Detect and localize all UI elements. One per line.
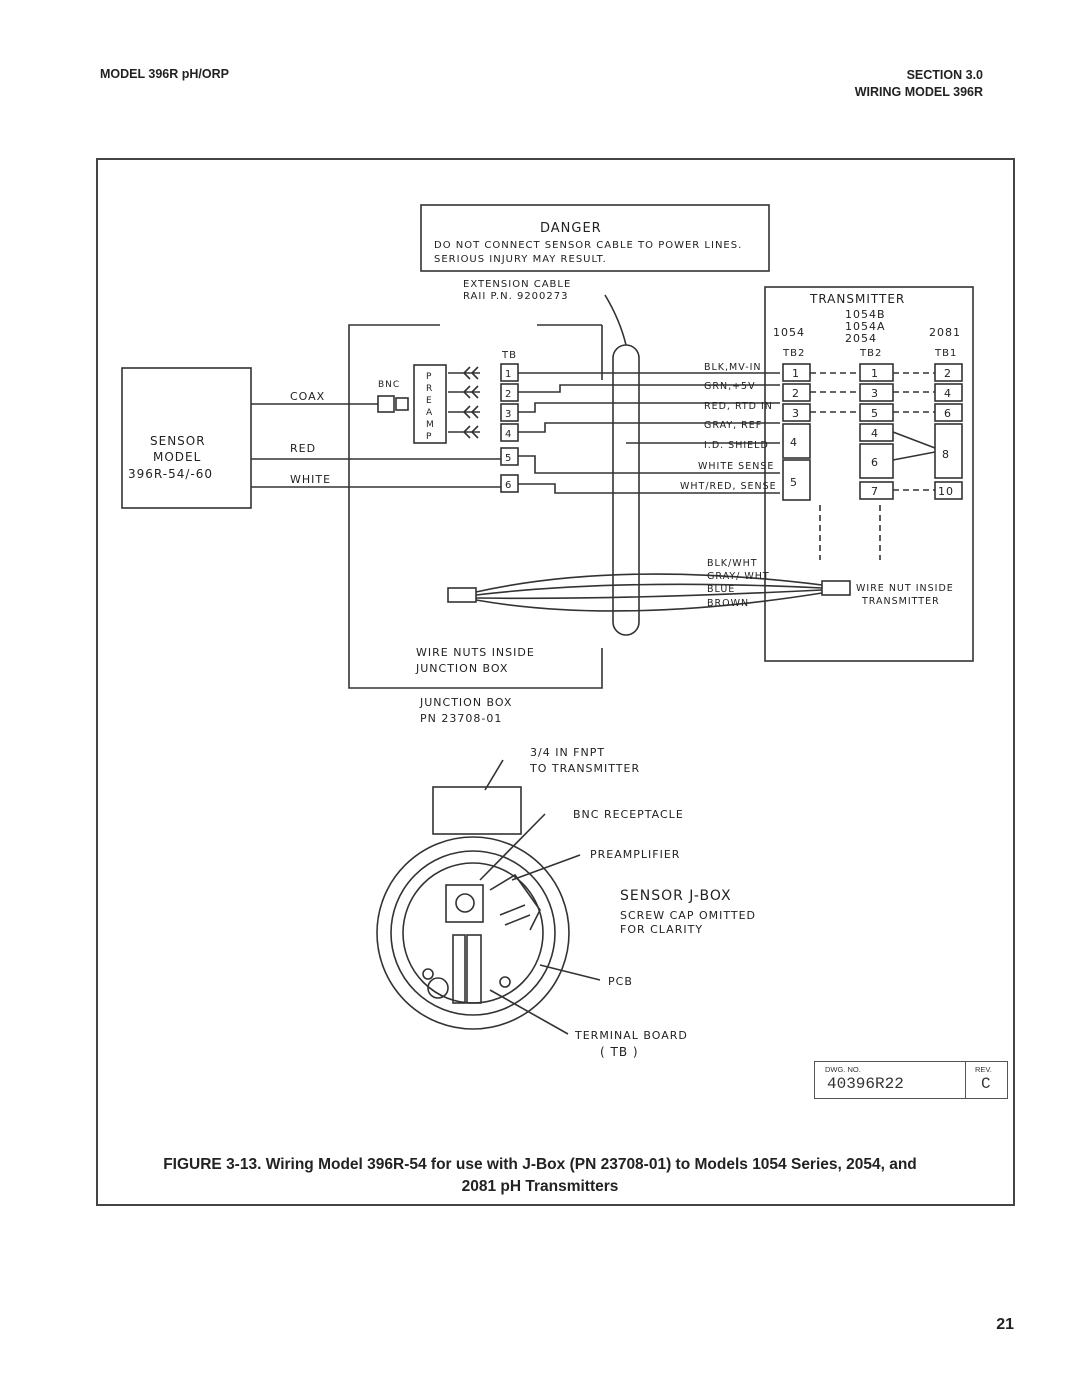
sensor-label-3: 396R-54/-60 (128, 467, 213, 481)
model-2054: 2054 (845, 332, 877, 345)
tb-terminal-number: 6 (505, 480, 513, 491)
extension-cable (613, 345, 639, 635)
terminal-board-label: TERMINAL BOARD (575, 1029, 688, 1042)
tb-label: TB (502, 350, 517, 361)
caption-line-2: 2081 pH Transmitters (461, 1178, 619, 1195)
extension-cable-pn: RAII P.N. 9200273 (463, 291, 569, 302)
transmitter-title: TRANSMITTER (810, 292, 906, 306)
terminal-1054: 4 (790, 436, 798, 449)
bnc-receptacle-label: BNC RECEPTACLE (573, 808, 684, 821)
dwg-no-value: 40396R22 (827, 1075, 904, 1093)
section-number: SECTION 3.0 (906, 68, 983, 82)
wire-nut-transmitter-2: TRANSMITTER (862, 596, 940, 607)
pcb-label: PCB (608, 975, 633, 988)
wire-label: I.D. SHIELD (704, 440, 769, 451)
tb2-1054: TB2 (783, 348, 806, 359)
terminal-2054: 5 (871, 407, 879, 420)
tb-paren-label: ( TB ) (600, 1045, 639, 1059)
section-title: WIRING MODEL 396R (854, 85, 983, 99)
drawing-number-block (814, 1061, 1008, 1099)
wire-label: WHT/RED, SENSE (680, 481, 777, 492)
tb-terminal-numbers (505, 369, 512, 491)
fnpt-boss (433, 787, 521, 834)
dwg-no-label: DWG. NO. (825, 1065, 861, 1074)
preamp-label (426, 372, 435, 442)
model-1054a: 1054A (845, 320, 886, 333)
col-2081: 2081 (929, 326, 961, 339)
junction-box-pn: PN 23708-01 (420, 712, 503, 725)
caption-line-1: FIGURE 3-13. Wiring Model 396R-54 for use with J-Box (PN 23708-01) to Models 1054 Series, 2054, and (163, 1156, 917, 1173)
danger-line-1: DO NOT CONNECT SENSOR CABLE TO POWER LINES. (434, 240, 743, 251)
junction-box-label: JUNCTION BOX (420, 696, 513, 709)
terminal-2054: 1 (871, 367, 879, 380)
spare-wire-label: BROWN (707, 598, 750, 609)
jbox-outer (377, 837, 569, 1029)
preamp-letter: A (426, 408, 434, 418)
spare-wire-label: BLK/WHT (707, 558, 758, 569)
page-number: 21 (996, 1316, 1014, 1333)
wire-label: GRAY, REF (704, 420, 763, 431)
fnpt-label-2: TO TRANSMITTER (530, 762, 641, 775)
tb-terminal-number: 2 (505, 389, 513, 400)
terminal-2081: 6 (944, 407, 952, 420)
bnc-label: BNC (378, 380, 401, 390)
figure-caption (100, 1154, 980, 1198)
preamp-letter: P (426, 432, 433, 442)
terminal-2054: 7 (871, 485, 879, 498)
terminal-2081: 4 (944, 387, 952, 400)
terminal-1054: 5 (790, 476, 798, 489)
tb2-2054: TB2 (860, 348, 883, 359)
terminal-1054: 2 (792, 387, 800, 400)
fnpt-label-1: 3/4 IN FNPT (530, 746, 606, 759)
wire-nuts-jbox-2: JUNCTION BOX (416, 662, 509, 675)
preamplifier-label: PREAMPLIFIER (590, 848, 681, 861)
tb-terminal-number: 1 (505, 369, 513, 380)
extension-cable-label: EXTENSION CABLE (463, 279, 572, 290)
screw-cap-label-1: SCREW CAP OMITTED (620, 909, 757, 922)
wire-nuts-jbox-1: WIRE NUTS INSIDE (416, 646, 535, 659)
tb-terminal-number: 3 (505, 409, 513, 420)
tb1-2081: TB1 (935, 348, 958, 359)
terminal-1054: 3 (792, 407, 800, 420)
preamp-letter: R (426, 384, 434, 394)
preamp-letter: E (426, 396, 433, 406)
red-label: RED (290, 442, 317, 455)
rev-value: C (981, 1075, 991, 1093)
spare-wire-label: BLUE (707, 584, 736, 595)
preamp-letter: P (426, 372, 433, 382)
terminals-1054 (790, 367, 800, 489)
rev-label: REV. (975, 1065, 992, 1074)
terminal-1054: 1 (792, 367, 800, 380)
danger-title: DANGER (540, 221, 602, 236)
wire-nut-jbox (448, 588, 476, 602)
tb-terminal-number: 5 (505, 453, 513, 464)
white-label: WHITE (290, 473, 332, 486)
terminal-2054: 6 (871, 456, 879, 469)
preamp-letter: M (426, 420, 435, 430)
spare-wire-label: GRAY/ WHT (707, 571, 770, 582)
wire-nut-transmitter (822, 581, 850, 595)
wire-nut-transmitter-1: WIRE NUT INSIDE (856, 583, 954, 594)
terminal-2081: 8 (942, 448, 950, 461)
wire-label: RED, RTD IN (704, 401, 773, 412)
tb-terminal-number: 4 (505, 429, 513, 440)
wire-label: GRN,+5V (704, 381, 756, 392)
terminal-2054: 3 (871, 387, 879, 400)
sensor-label-2: MODEL (153, 450, 202, 464)
sensor-jbox-label: SENSOR J-BOX (620, 888, 732, 904)
danger-line-2: SERIOUS INJURY MAY RESULT. (434, 254, 607, 265)
terminal-2081: 10 (938, 485, 954, 498)
coax-label: COAX (290, 390, 326, 403)
wire-label: BLK,MV-IN (704, 362, 762, 373)
terminal-2054: 4 (871, 427, 879, 440)
sensor-label-1: SENSOR (150, 434, 206, 448)
screw-cap-label-2: FOR CLARITY (620, 923, 704, 936)
col-1054: 1054 (773, 326, 805, 339)
terminal-2081: 2 (944, 367, 952, 380)
running-header-model: MODEL 396R pH/ORP (100, 67, 229, 81)
wire-label: WHITE SENSE (698, 461, 775, 472)
model-1054b: 1054B (845, 308, 886, 321)
